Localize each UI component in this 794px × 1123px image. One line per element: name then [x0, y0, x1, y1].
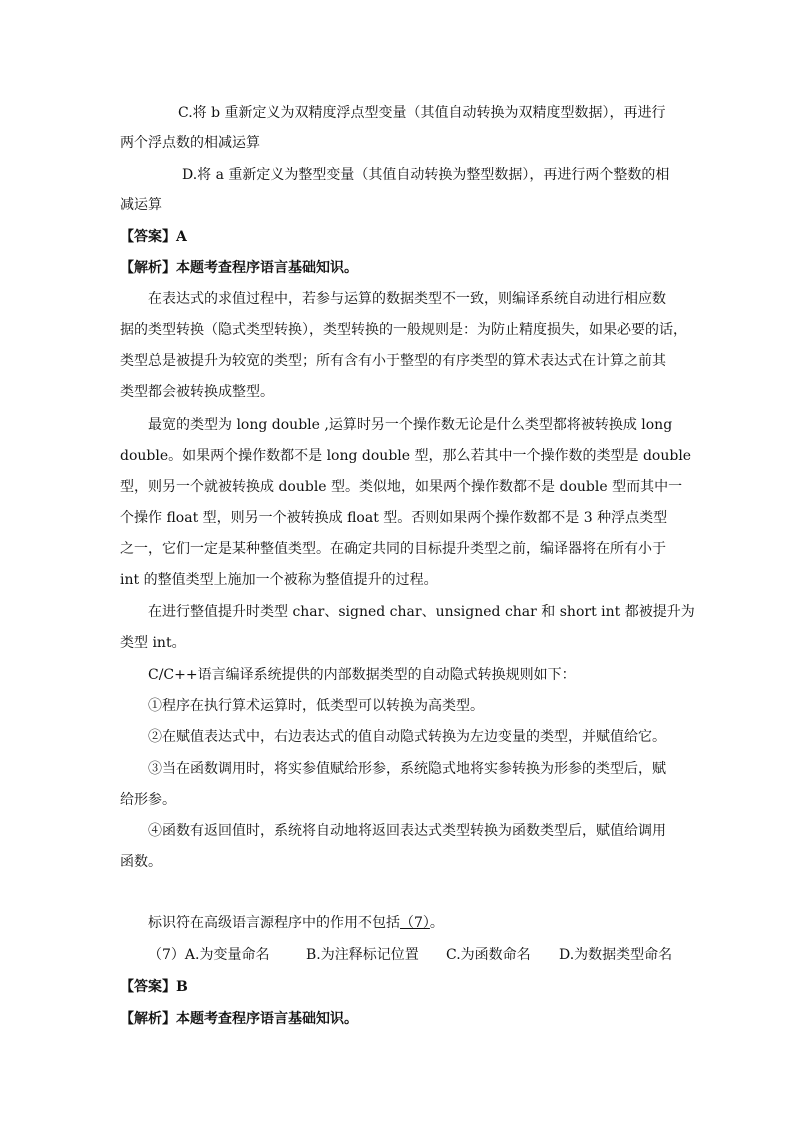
- rule-4-line2: 函数。: [120, 854, 162, 870]
- question-blank: （7）: [400, 915, 430, 931]
- analysis-title: 本题考查程序语言基础知识。: [176, 260, 358, 276]
- rule-3-line2: 给形参。: [120, 792, 176, 808]
- question-options: [148, 946, 672, 964]
- option-d: D.为数据类型命名: [559, 947, 673, 963]
- paragraph-line: C/C++语言编译系统提供的内部数据类型的自动隐式转换规则如下：: [148, 667, 576, 683]
- analysis-label: 【解析】: [120, 260, 176, 276]
- paragraph-line: 个操作 float 型，则另一个被转换成 float 型。否则如果两个操作数都不是 3 种浮点类型: [120, 510, 668, 526]
- paragraph-line: 之一，它们一定是某种整值类型。在确定共同的目标提升类型之前，编译器将在所有小于: [120, 541, 666, 557]
- question-suffix: 。: [429, 915, 444, 931]
- paragraph-line: 在表达式的求值过程中，若参与运算的数据类型不一致，则编译系统自动进行相应数: [148, 291, 666, 307]
- paragraph-line: 类型都会被转换成整型。: [120, 384, 274, 400]
- option-c: C.为函数命名: [446, 947, 531, 963]
- answer-value: B: [176, 979, 188, 995]
- paragraph-line: 型，则另一个就被转换成 double 型。类似地，如果两个操作数都不是 double 型而其中一: [120, 479, 683, 495]
- question-7: [148, 914, 444, 932]
- analysis-line-2: [120, 1010, 358, 1028]
- paragraph-line: 据的类型转换（隐式类型转换），类型转换的一般规则是：为防止精度损失，如果必要的话，: [120, 322, 687, 338]
- analysis-line-1: [120, 259, 358, 277]
- option-d-line1: D.将 a 重新定义为整型变量（其值自动转换为整型数据），再进行两个整数的相: [182, 167, 670, 183]
- option-c-line1: C.将 b 重新定义为双精度浮点型变量（其值自动转换为双精度型数据），再进行: [178, 105, 666, 121]
- option-a: （7）A.为变量命名: [148, 947, 270, 963]
- paragraph-line: 类型 int。: [120, 635, 186, 651]
- answer-label: 【答案】: [120, 229, 176, 245]
- paragraph-line: 在进行整值提升时类型 char、signed char、unsigned char 和 short int 都被提升为: [148, 604, 695, 620]
- analysis-label: 【解析】: [120, 1011, 176, 1027]
- rule-4-line1: ④函数有返回值时，系统将自动地将返回表达式类型转换为函数类型后，赋值给调用: [148, 823, 666, 839]
- option-b: B.为注释标记位置: [306, 947, 419, 963]
- answer-line-2: [120, 978, 188, 996]
- option-d-line2: 减运算: [120, 197, 162, 213]
- answer-label: 【答案】: [120, 979, 176, 995]
- rule-2: ②在赋值表达式中，右边表达式的值自动隐式转换为左边变量的类型，并赋值给它。: [148, 729, 666, 745]
- analysis-title: 本题考查程序语言基础知识。: [176, 1011, 358, 1027]
- paragraph-line: 类型总是被提升为较宽的类型；所有含有小于整型的有序类型的算术表达式在计算之前其: [120, 353, 666, 369]
- rule-1: ①程序在执行算术运算时，低类型可以转换为高类型。: [148, 698, 484, 714]
- paragraph-line: int 的整值类型上施加一个被称为整值提升的过程。: [120, 572, 438, 588]
- answer-value: A: [176, 229, 187, 245]
- question-prefix: 标识符在高级语言源程序中的作用不包括: [148, 915, 400, 931]
- rule-3-line1: ③当在函数调用时，将实参值赋给形参，系统隐式地将实参转换为形参的类型后，赋: [148, 761, 666, 777]
- option-c-line2: 两个浮点数的相减运算: [120, 135, 260, 151]
- answer-line-1: [120, 228, 187, 246]
- paragraph-line: double。如果两个操作数都不是 long double 型，那么若其中一个操作数的类型是 double: [120, 448, 692, 464]
- paragraph-line: 最宽的类型为 long double ,运算时另一个操作数无论是什么类型都将被转换成 long: [148, 417, 673, 433]
